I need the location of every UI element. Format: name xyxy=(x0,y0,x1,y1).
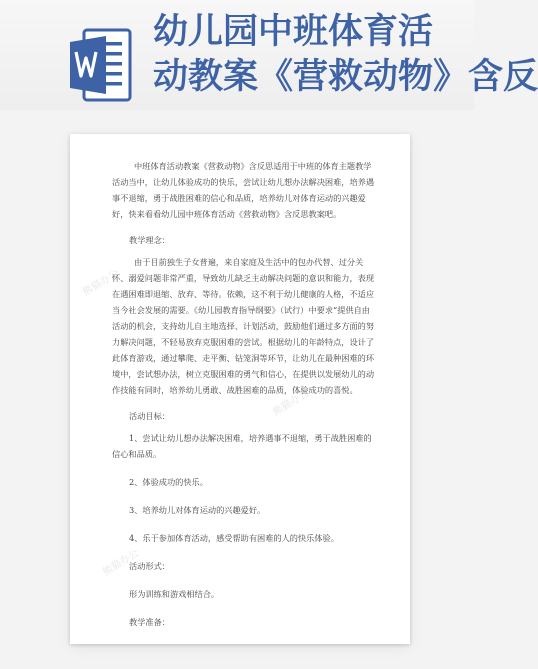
watermark: 熊猫办公 xyxy=(81,267,121,299)
form-paragraph: 形为训练和游戏相结合。 xyxy=(129,589,220,599)
goal-item: 2、体验成功的快乐。 xyxy=(129,477,208,487)
watermark: 熊猫办公 xyxy=(271,387,311,419)
title-line-1: 幼儿园中班体育活 xyxy=(153,12,434,52)
watermark: 熊猫办公 xyxy=(101,547,141,579)
title-line-2: 动教案《营救动物》含反 xyxy=(153,57,538,97)
section-heading-teaching-idea: 教学理念： xyxy=(129,235,170,245)
document-page xyxy=(70,134,410,644)
word-document-icon xyxy=(70,30,132,100)
section-heading-preparation: 教学准备： xyxy=(129,617,170,627)
goal-item: 4、乐于参加体育活动，感受帮助有困难的人的快乐体验。 xyxy=(129,533,339,543)
header-banner xyxy=(0,0,538,110)
goal-item: 3、培养幼儿对体育运动的兴趣爱好。 xyxy=(129,505,266,515)
intro-paragraph: 中班体育活动教案《营救动物》含反思适用于中班的体育主题教学活动当中，让幼儿体验成功的快乐，尝试让幼儿想办法解决困难，培养遇事不退缩，勇于战胜困难的信心和品质，培养幼儿对体育运动的兴趣爱好，快来看看幼儿园中班体育活动《营救动物》含反思教案吧。 xyxy=(112,161,375,219)
document-title xyxy=(153,10,538,100)
goal-item: 1、尝试让幼儿想办法解决困难，培养遇事不退缩，勇于战胜困难的信心和品质。 xyxy=(112,433,372,459)
section-heading-form: 活动形式： xyxy=(129,561,170,571)
section-heading-goals: 活动目标： xyxy=(129,411,170,421)
document-body xyxy=(112,158,374,630)
teaching-idea-paragraph: 由于目前独生子女普遍，来自家庭及生活中的包办代替、过分关怀、溺爱问题非常严重，导致幼儿缺乏主动解决问题的意识和能力，表现在遇困难即退缩、放弃、等待。依赖，这不利于幼儿健康的人格，不适应当今社会发展的需要。《幼儿园教育指导纲要》（试行）中要求“提供自由活动的机会，支持幼儿自主地选择、计划活动，鼓励他们通过多方面的努力解决问题，不轻易放弃克服困难的尝试。根据幼儿的年龄特点，设计了此体育游戏，通过攀爬、走平衡、钻笼洞等环节，让幼儿在最种困难的环境中，尝试想办法，树立克服困难的勇气和信心，在提供以发展幼儿的动作技能有同时，培养幼儿勇敢、战胜困难的品质，体验成功的喜悦。 xyxy=(112,257,375,395)
